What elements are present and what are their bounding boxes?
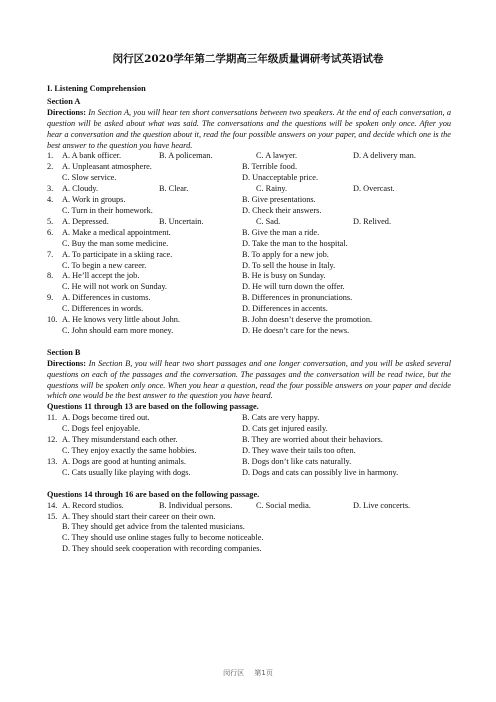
answer-option: A. Cloudy. [62,184,99,194]
answer-option: B. John doesn’t deserve the promotion. [242,315,373,325]
answer-option: D. Differences in accents. [242,304,328,314]
section-a-directions [47,108,451,152]
question-group-title: Questions 14 through 16 are based on the following passage. [47,489,260,499]
question-group-title: Questions 11 through 13 are based on the following passage. [47,402,259,412]
question-number: 6. [47,227,54,237]
directions-label: Directions: [47,358,87,368]
answer-option: B. Terrible food. [242,162,298,172]
indent [47,304,62,315]
answer-option: C. Differences in words. [62,304,144,314]
answer-option: D. Dogs and cats can possibly live in harmony. [242,467,399,477]
question-row [47,468,451,479]
section-b-directions [47,359,451,403]
answer-option: D. They should seek cooperation with recording companies. [62,544,262,554]
question-row [47,151,451,162]
indent [47,173,62,184]
answer-option: A. Make a medical appointment. [62,227,171,237]
question-number: 10. [47,315,58,325]
answer-option: A. Work in groups. [62,195,126,205]
question-number: 8. [47,271,54,281]
indent [47,261,62,272]
answer-option: C. He will not work on Sunday. [62,282,168,292]
answer-option: B. They are worried about their behaviors. [242,435,383,445]
answer-option: B. Uncertain. [159,216,204,226]
answer-option: D. Take the man to the hospital. [242,238,348,248]
answer-option: C. Cats usually like playing with dogs. [62,467,191,477]
answer-option: C. To begin a new career. [62,260,147,270]
question-number: 12. [47,435,58,445]
section-a-heading: Section A [47,96,81,106]
question-row [47,184,451,195]
directions-text: In Section A, you will hear ten short conversations between two speakers. At the end of each conversation, a question will be asked about what was said. The conversations and the questions will be spoken only once. After you hear a conversation and the question about it, read the four possible answers on your paper, and decide which one is the best answer to the question you have heard. [47,107,451,150]
answer-option: D. Cats get injured easily. [242,424,328,434]
directions-label: Directions: [47,107,87,117]
question-number: 11. [47,413,58,423]
answer-option: B. Give the man a ride. [242,227,320,237]
indent [47,282,62,293]
answer-option: C. Dogs feel enjoyable. [62,424,141,434]
question-row [47,195,451,206]
question-row [47,173,451,184]
answer-option: A. Record studios. [62,500,124,510]
answer-option: A. Depressed. [62,216,109,226]
answer-option: D. Live concerts. [353,500,411,510]
question-row [47,217,451,228]
question-row [47,239,451,250]
answer-option: A. Differences in customs. [62,293,151,303]
indent [47,533,62,544]
answer-option: C. John should earn more money. [62,325,174,335]
answer-option: C. Turn in their homework. [62,205,153,215]
answer-option: B. They should get advice from the talented musicians. [62,522,245,532]
indent [47,544,62,555]
question-row [47,293,451,304]
indent [47,239,62,250]
page-footer [0,668,496,679]
page-title: 闵行区2020学年第二学期高三年级质量调研考试英语试卷 [112,53,384,65]
question-row [47,228,451,239]
question-row [47,282,451,293]
question-number: 5. [47,216,54,226]
answer-option: D. They wave their tails too often. [242,446,356,455]
answer-option: C. Social media. [256,500,311,510]
answer-option: C. Rainy. [256,184,288,194]
indent [47,446,62,457]
page-content [47,84,451,555]
question-number: 14. [47,500,58,510]
question-row [47,544,451,555]
part-title: I. Listening Comprehension [47,84,146,93]
answer-option: B. Dogs don’t like cats naturally. [242,456,352,466]
answer-option: A. Unpleasant atmosphere. [62,162,152,172]
answer-option: D. To sell the house in Italy. [242,260,336,270]
answer-option: B. A policeman. [159,151,213,161]
question-number: 15. [47,511,58,521]
answer-option: B. He is busy on Sunday. [242,271,326,281]
answer-option: A. They should start their career on their own. [62,511,216,521]
section-a-questions [47,151,451,336]
answer-option: D. Overcast. [353,184,395,194]
section-b-group1 [47,413,451,478]
question-row [47,206,451,217]
answer-option: D. A delivery man. [353,151,416,161]
answer-option: B. Clear. [159,184,189,194]
indent [47,468,62,479]
answer-option: A. A bank officer. [62,151,122,161]
question-row [47,522,451,533]
section-b-heading: Section B [47,347,81,357]
indent [47,424,62,435]
answer-option: C. Slow service. [62,173,117,183]
question-row [47,533,451,544]
question-number: 9. [47,293,54,303]
question-row [47,413,451,424]
answer-option: B. Give presentations. [242,195,316,205]
answer-option: A. Dogs are good at hunting animals. [62,456,186,466]
answer-option: C. Sad. [256,216,281,226]
question-row [47,501,451,512]
question-row [47,250,451,261]
answer-option: A. He knows very little about John. [62,315,180,325]
question-row [47,271,451,282]
answer-option: D. He will turn down the offer. [242,282,345,292]
indent [47,522,62,533]
answer-option: A. He’ll accept the job. [62,271,140,281]
answer-option: D. Check their answers. [242,205,322,215]
question-number: 13. [47,456,58,466]
answer-option: D. Unacceptable price. [242,173,319,183]
indent [47,326,62,337]
footer-page-number: 第1页 [254,669,273,677]
question-row [47,435,451,446]
question-row [47,162,451,173]
answer-option: A. To participate in a skiing race. [62,249,173,259]
answer-option: A. They misunderstand each other. [62,435,178,445]
question-number: 7. [47,249,54,259]
answer-option: A. Dogs become tired out. [62,413,150,423]
indent [47,206,62,217]
question-row [47,326,451,337]
question-row [47,261,451,272]
question-row [47,304,451,315]
answer-option: C. They should use online stages fully to become noticeable. [62,533,264,543]
answer-option: C. They enjoy exactly the same hobbies. [62,446,197,455]
footer-district: 闵行区 [223,669,245,677]
question-number: 3. [47,184,54,194]
question-row [47,446,451,457]
section-b-group2 [47,501,451,556]
answer-option: C. Buy the man some medicine. [62,238,169,248]
question-number: 1. [47,151,54,161]
answer-option: B. Cats are very happy. [242,413,320,423]
question-row [47,315,451,326]
directions-text: In Section B, you will hear two short passages and one longer conversation, and you will be asked several questions on each of the passages and the conversation. The passages and the conversation will be read twice, but the questions will be spoken only once. When you hear a question, read the four possible answers on your paper and decide which one would be the best answer to the question you have heard. [47,358,451,401]
answer-option: D. Relived. [353,216,392,226]
answer-option: B. Differences in pronunciations. [242,293,353,303]
answer-option: B. To apply for a new job. [242,249,329,259]
question-row [47,512,451,523]
question-row [47,457,451,468]
question-number: 2. [47,162,54,172]
question-row [47,424,451,435]
answer-option: C. A lawyer. [256,151,298,161]
question-number: 4. [47,195,54,205]
answer-option: B. Individual persons. [159,500,233,510]
answer-option: D. He doesn’t care for the news. [242,325,350,335]
